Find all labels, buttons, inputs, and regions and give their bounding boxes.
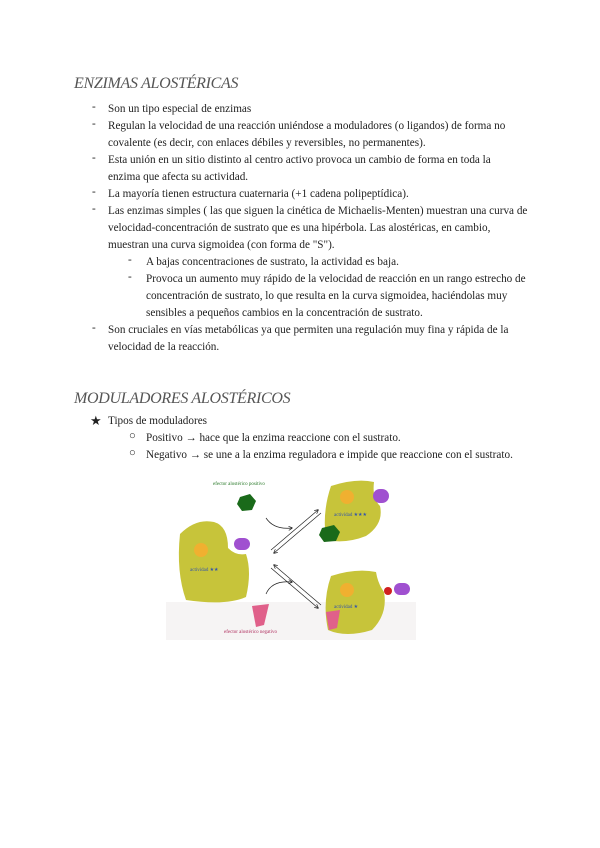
list-item-positive: Positivo → hace que la enzima reaccione con el sustrato. — [146, 432, 401, 444]
activity-base: actividad ★★ — [190, 568, 219, 573]
dash-marker: - — [92, 152, 96, 164]
dash-marker: - — [92, 101, 96, 113]
dash-marker: - — [128, 271, 132, 283]
list-item: La mayoría tienen estructura cuaternaria (+1 cadena polipeptídica). — [108, 188, 409, 200]
sub-list-item: Provoca un aumento muy rápido de la velocidad de reacción en un rango estrecho de concentración de sustrato, lo que resulta en la curva sigmoidea, haciéndolas muy sensibles a pequeños cambios en la concentración de sustrato. — [146, 273, 526, 319]
section-title-moduladores: MODULADORES ALOSTÉRICOS — [74, 390, 291, 407]
dash-marker: - — [92, 322, 96, 334]
substrate — [373, 489, 389, 503]
dash-marker: - — [92, 118, 96, 130]
circle-marker-icon: ○ — [129, 430, 136, 442]
dash-marker: - — [92, 203, 96, 215]
equilibrium-arrow — [274, 565, 321, 605]
enzyme-base — [179, 521, 249, 602]
circle-marker-icon: ○ — [129, 447, 136, 459]
substrate — [234, 538, 250, 550]
face-happy-icon — [340, 490, 354, 504]
substrate — [394, 583, 410, 595]
list-item-negative: Negativo → se une a la enzima reguladora e impide que reaccione con el sustrato. — [146, 449, 513, 461]
sub-list-item: A bajas concentraciones de sustrato, la actividad es baja. — [146, 256, 399, 268]
list-item: Las enzimas simples ( las que siguen la cinética de Michaelis-Menten) muestran una curva de velocidad-concentración de sustrato que es una hipérbola. Las alostéricas, en cambio, muestran una curva sigmoidea (con forma de "S"). — [108, 205, 528, 251]
label-positive: efector alostérico positivo — [213, 482, 265, 487]
arrow — [266, 518, 292, 528]
equilibrium-arrow — [271, 510, 318, 550]
face-neutral-icon — [194, 543, 208, 557]
section-title-enzimas: ENZIMAS ALOSTÉRICAS — [74, 75, 239, 92]
activity-low: actividad ★ — [334, 605, 359, 610]
star-marker-icon: ★ — [90, 413, 102, 428]
allosteric-diagram — [166, 472, 416, 640]
list-item: Son cruciales en vías metabólicas ya que permiten una regulación muy fina y rápida de la velocidad de la reacción. — [108, 324, 509, 353]
dash-marker: - — [92, 186, 96, 198]
positive-effector — [237, 494, 256, 511]
dash-marker: - — [128, 254, 132, 266]
equilibrium-arrow — [274, 513, 321, 553]
list-item: Son un tipo especial de enzimas — [108, 103, 252, 115]
list-item: Regulan la velocidad de una reacción uniéndose a moduladores (o ligandos) de forma no covalente (es decir, con enlaces débiles y reversibles, no permanentes). — [108, 120, 506, 149]
arrow — [266, 582, 292, 594]
face-sad-icon — [340, 583, 354, 597]
label-negative: efector alostérico negativo — [224, 630, 278, 635]
activity-high: actividad ★★★ — [334, 513, 368, 518]
block-icon — [384, 587, 392, 595]
list-item: Esta unión en un sitio distinto al centro activo provoca un cambio de forma en toda la enzima que afecta su actividad. — [108, 154, 491, 183]
list-item: Tipos de moduladores — [108, 415, 208, 427]
